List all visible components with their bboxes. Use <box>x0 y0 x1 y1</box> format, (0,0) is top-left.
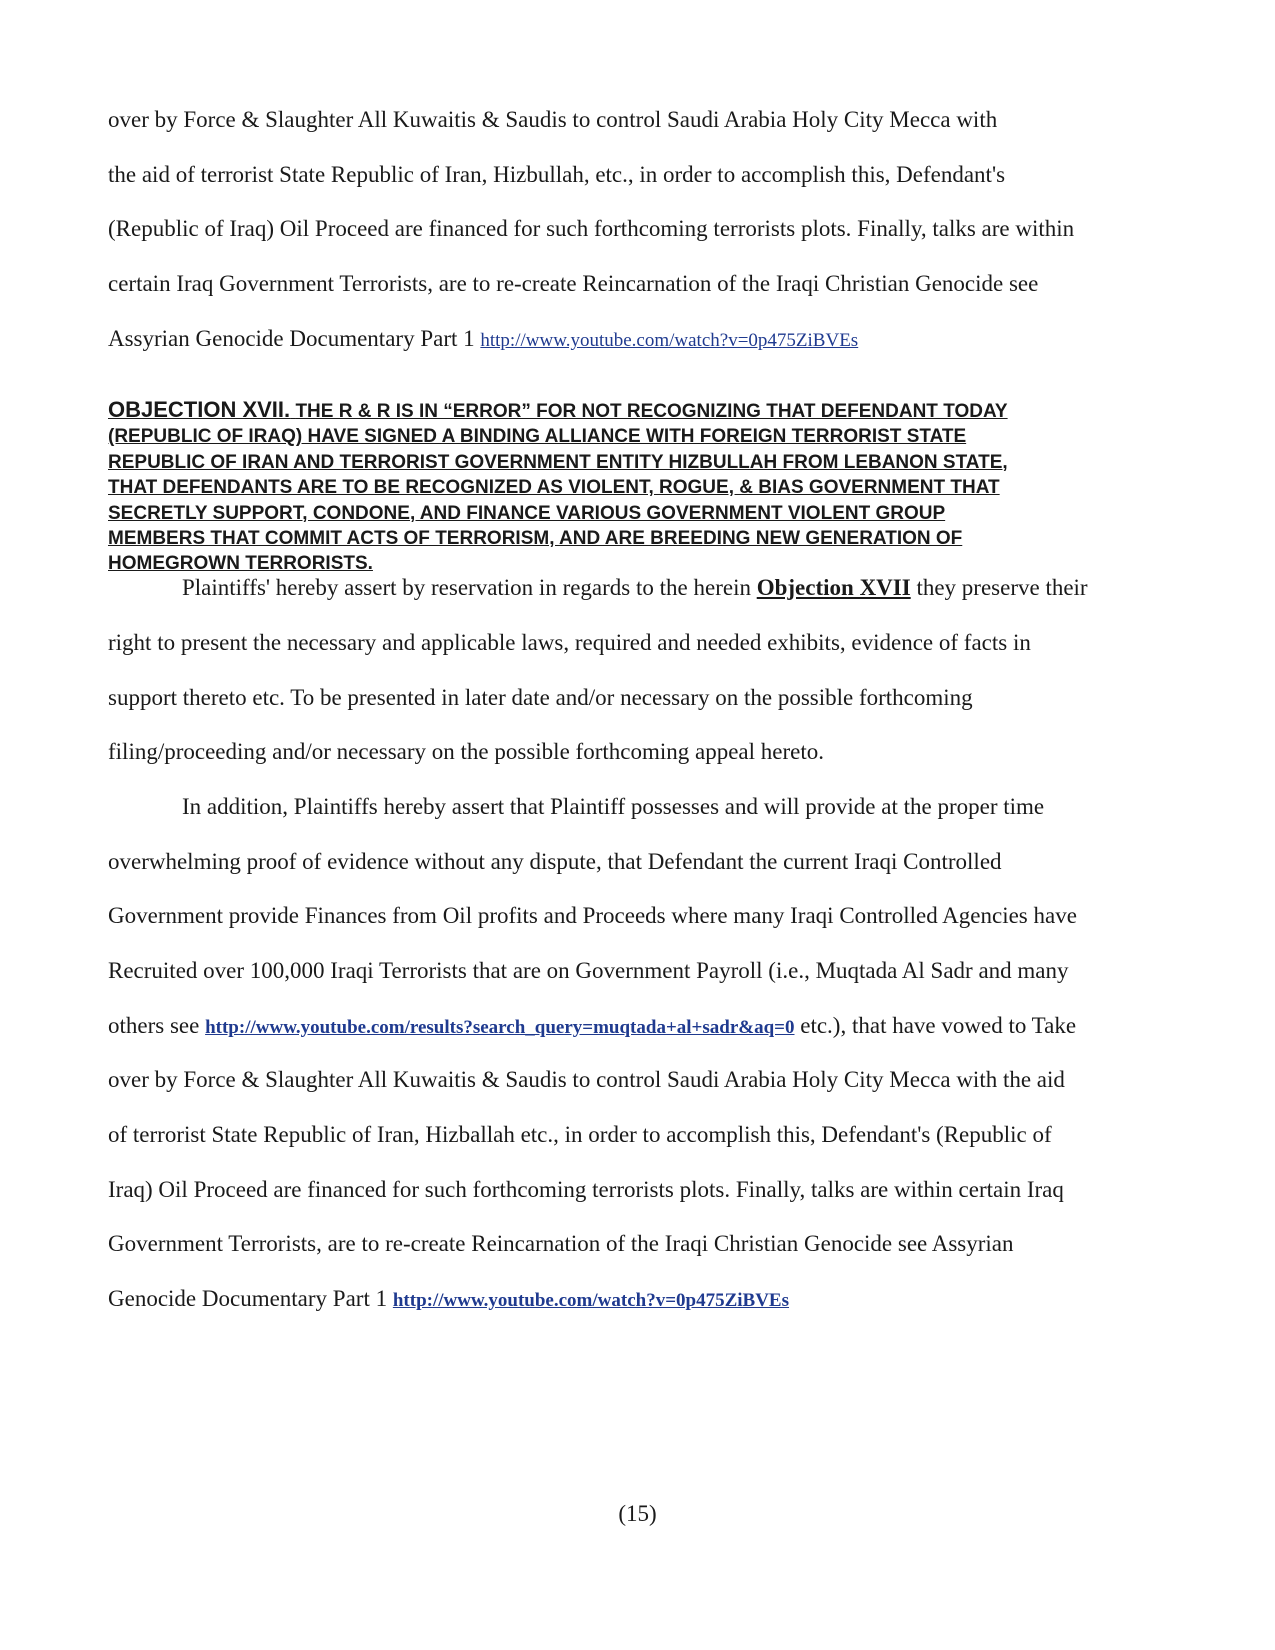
objection-heading-line: (REPUBLIC OF IRAQ) HAVE SIGNED A BINDING ALLIANCE WITH FOREIGN TERRORIST STATE <box>108 426 967 448</box>
paragraph-line: right to present the necessary and applicable laws, required and needed exhibits, evidence of facts in <box>108 630 1031 655</box>
objection-heading <box>108 397 1188 577</box>
paragraph-line <box>108 1012 1076 1042</box>
paragraph-line: support thereto etc. To be presented in later date and/or necessary on the possible forthcoming <box>108 685 973 710</box>
paragraph-line: overwhelming proof of evidence without any dispute, that Defendant the current Iraqi Controlled <box>108 849 1002 874</box>
objection-heading-line <box>108 397 1188 424</box>
objection-heading-line: HOMEGROWN TERRORISTS. <box>108 553 373 575</box>
continuation-text: Assyrian Genocide Documentary Part 1 <box>108 326 481 351</box>
paragraph-line: Government Terrorists, are to re-create Reincarnation of the Iraqi Christian Genocide see Assyrian <box>108 1231 1014 1256</box>
paragraph-text: Genocide Documentary Part 1 <box>108 1286 393 1311</box>
continuation-line-last <box>108 325 858 355</box>
paragraph-line <box>108 1285 789 1315</box>
paragraph-text: etc.), that have vowed to Take <box>794 1013 1077 1038</box>
objection-heading-line: REPUBLIC OF IRAN AND TERRORIST GOVERNMENT ENTITY HIZBULLAH FROM LEBANON STATE, <box>108 451 1008 473</box>
paragraph-line: Iraq) Oil Proceed are financed for such forthcoming terrorists plots. Finally, talks are within certain Iraq <box>108 1177 1064 1202</box>
objection-title: OBJECTION XVII. <box>108 397 291 422</box>
paragraph-line: In addition, Plaintiffs hereby assert that Plaintiff possesses and will provide at the proper time <box>182 794 1045 819</box>
paragraph-text: they preserve their <box>910 575 1088 600</box>
continuation-line: certain Iraq Government Terrorists, are to re-create Reincarnation of the Iraqi Christian Genocide see <box>108 271 1039 296</box>
objection-heading-line: THAT DEFENDANTS ARE TO BE RECOGNIZED AS VIOLENT, ROGUE, & BIAS GOVERNMENT THAT <box>108 477 1000 499</box>
paragraph-line <box>182 574 1088 602</box>
youtube-search-link[interactable]: http://www.youtube.com/results?search_query=muqtada+al+sadr&aq=0 <box>205 1017 795 1038</box>
paragraph-line: over by Force & Slaughter All Kuwaitis & Saudis to control Saudi Arabia Holy City Mecca with the aid <box>108 1067 1065 1092</box>
continuation-line: the aid of terrorist State Republic of Iran, Hizbullah, etc., in order to accomplish this, Defendant's <box>108 162 1006 187</box>
paragraph-line: Recruited over 100,000 Iraqi Terrorists that are on Government Payroll (i.e., Muqtada Al Sadr and many <box>108 958 1069 983</box>
paragraph-line: of terrorist State Republic of Iran, Hizballah etc., in order to accomplish this, Defendant's (Republic of <box>108 1122 1052 1147</box>
objection-heading-text: THE R & R IS IN “ERROR” FOR NOT RECOGNIZING THAT DEFENDANT TODAY <box>295 401 1008 422</box>
objection-heading-line: SECRETLY SUPPORT, CONDONE, AND FINANCE VARIOUS GOVERNMENT VIOLENT GROUP <box>108 502 946 524</box>
objection-reference: Objection XVII <box>756 575 911 600</box>
continuation-line: over by Force & Slaughter All Kuwaitis & Saudis to control Saudi Arabia Holy City Mecca with <box>108 107 998 132</box>
paragraph-text: Plaintiffs' hereby assert by reservation in regards to the herein <box>182 575 757 600</box>
youtube-link[interactable]: http://www.youtube.com/watch?v=0p475ZiBVEs <box>392 1290 790 1311</box>
page-number: (15) <box>618 1501 657 1526</box>
objection-heading-line: MEMBERS THAT COMMIT ACTS OF TERRORISM, AND ARE BREEDING NEW GENERATION OF <box>108 528 963 550</box>
paragraph-line: filing/proceeding and/or necessary on the possible forthcoming appeal hereto. <box>108 739 824 764</box>
youtube-link[interactable]: http://www.youtube.com/watch?v=0p475ZiBVEs <box>480 330 859 351</box>
paragraph-text: others see <box>108 1013 206 1038</box>
paragraph-line: Government provide Finances from Oil profits and Proceeds where many Iraqi Controlled Agencies have <box>108 903 1077 928</box>
continuation-line: (Republic of Iraq) Oil Proceed are financed for such forthcoming terrorists plots. Finally, talks are within <box>108 216 1075 241</box>
